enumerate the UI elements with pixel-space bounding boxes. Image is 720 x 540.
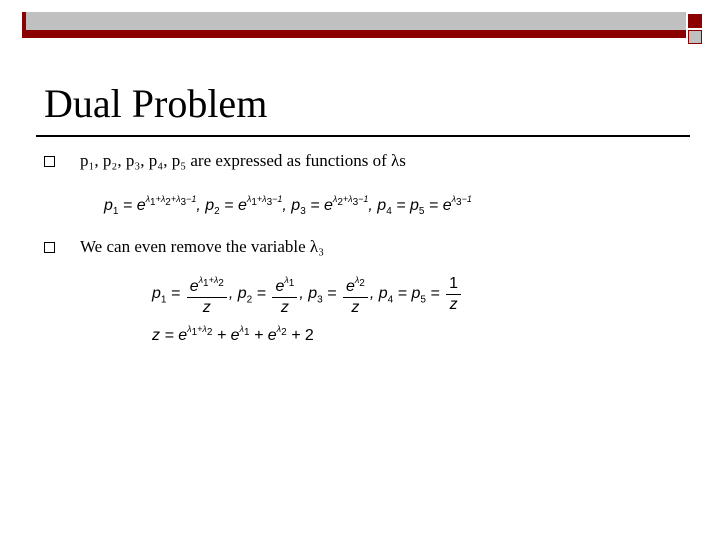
top-bar-left-cap (22, 12, 26, 38)
corner-square-light (688, 30, 702, 44)
bullet-2-text: We can even remove the variable λ₃ (80, 237, 325, 256)
bullet-square-icon (44, 242, 55, 253)
bullet-square-icon (44, 156, 55, 167)
title-underline (36, 135, 690, 137)
bullet-1-text: p₁, p₂, p₃, p₄, p₅ are expressed as functions of λs (80, 151, 406, 170)
equation-probabilities-lambda: $p_1 = e^{\lambda_1+\lambda_2+\lambda_3-1}$, $p_2 = e^{\lambda_1+\lambda_3-1}$, $p_3 = e^{\lambda_2+\lambda_3-1}$, $p_4 = p_5 = e^{\lambda_3-1}$ (104, 194, 472, 218)
top-decorative-bar (22, 12, 686, 38)
equation-partition-z: $z = e^{\lambda_1+\lambda_2} + e^{\lambda_1} + e^{\lambda_2} + 2$ (152, 324, 314, 344)
corner-square-dark (688, 14, 702, 28)
equation-probabilities-z: $p_1$ = $\frac{e^{\lambda_1+\lambda_2}}{z}$ , $p_2$ = $\frac{e^{\lambda_1}}{z}$ , $p_3$ = $\frac{e^{\lambda_2}}{z}$ , $p_4 = p_5$ = $\frac{1}{z}$ (152, 270, 463, 318)
slide-title: Dual Problem (44, 81, 268, 126)
